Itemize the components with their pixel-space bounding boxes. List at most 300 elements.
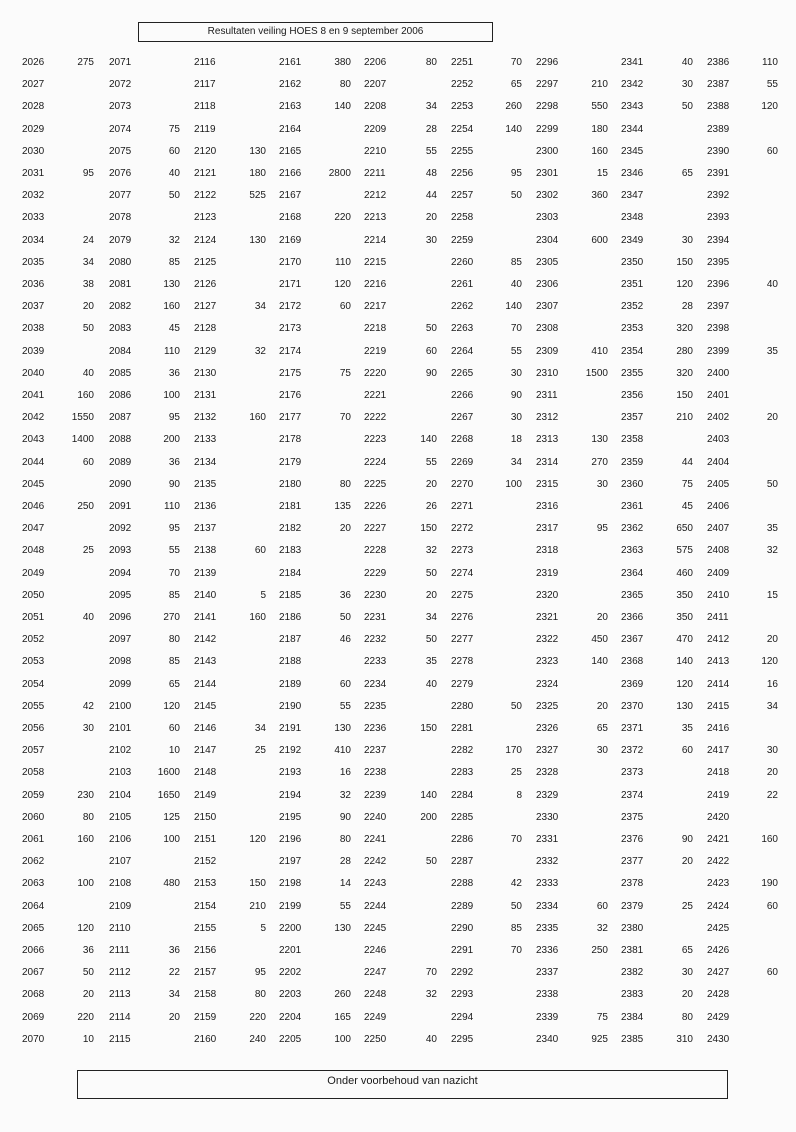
lot-price: 50 — [510, 900, 522, 912]
lot-number: 2374 — [621, 789, 644, 801]
lot-number: 2407 — [707, 523, 730, 535]
lot-price: 90 — [425, 367, 437, 379]
lot-number: 2388 — [707, 101, 730, 113]
lot-number: 2362 — [621, 523, 644, 535]
lot-price: 40 — [425, 1033, 437, 1045]
lot-number: 2263 — [451, 323, 474, 335]
lot-number: 2378 — [621, 878, 644, 890]
lot-number: 2139 — [194, 567, 217, 579]
lot-number: 2050 — [22, 589, 45, 601]
lot-price: 34 — [168, 989, 180, 1001]
lot-price: 120 — [676, 678, 693, 690]
lot-number: 2419 — [707, 789, 730, 801]
lot-number: 2053 — [22, 656, 45, 668]
lot-price: 85 — [168, 656, 180, 668]
lot-number: 2366 — [621, 612, 644, 623]
lot-price: 15 — [596, 168, 608, 179]
lot-price: 50 — [82, 323, 94, 335]
lot-number: 2045 — [22, 478, 45, 490]
lot-number: 2174 — [279, 345, 302, 357]
lot-number: 2420 — [707, 811, 730, 823]
lot-number: 2271 — [451, 501, 474, 512]
lot-price: 350 — [676, 612, 693, 623]
lot-number: 2095 — [109, 589, 132, 601]
lot-price: 70 — [510, 834, 522, 845]
lot-number: 2038 — [22, 323, 45, 335]
lot-price: 22 — [766, 789, 778, 801]
lot-number: 2059 — [22, 789, 45, 801]
lot-price: 320 — [676, 367, 693, 379]
lot-number: 2085 — [109, 367, 132, 379]
lot-price: 16 — [339, 767, 351, 779]
lot-number: 2232 — [364, 634, 387, 646]
lot-price: 50 — [425, 567, 437, 579]
lot-price: 20 — [766, 412, 778, 424]
lot-number: 2409 — [707, 567, 730, 579]
lot-number: 2094 — [109, 567, 132, 579]
lot-price: 60 — [766, 967, 778, 979]
lot-number: 2246 — [364, 945, 387, 956]
lot-number: 2149 — [194, 789, 217, 801]
lot-number: 2220 — [364, 367, 387, 379]
lot-number: 2113 — [109, 989, 131, 1001]
lot-price: 140 — [505, 123, 522, 135]
lot-number: 2411 — [707, 612, 729, 623]
lot-number: 2076 — [109, 168, 132, 179]
lot-price: 40 — [82, 612, 94, 623]
lot-price: 380 — [334, 57, 351, 68]
lot-price: 120 — [334, 279, 351, 290]
lot-price: 80 — [168, 634, 180, 646]
lot-number: 2055 — [22, 700, 45, 712]
lot-number: 2210 — [364, 145, 387, 157]
lot-number: 2254 — [451, 123, 474, 135]
lot-price: 45 — [681, 501, 693, 512]
lot-number: 2086 — [109, 390, 132, 401]
lot-number: 2082 — [109, 301, 132, 313]
lot-price: 36 — [168, 367, 180, 379]
lot-number: 2292 — [451, 967, 474, 979]
lot-number: 2319 — [536, 567, 559, 579]
lot-number: 2111 — [109, 945, 130, 956]
lot-number: 2153 — [194, 878, 217, 890]
lot-number: 2406 — [707, 501, 730, 512]
lot-number: 2060 — [22, 811, 45, 823]
lot-number: 2371 — [621, 723, 644, 734]
lot-number: 2163 — [279, 101, 302, 113]
lot-price: 100 — [163, 834, 180, 845]
lot-number: 2258 — [451, 212, 474, 224]
lot-price: 110 — [762, 57, 778, 68]
lot-number: 2358 — [621, 434, 644, 446]
lot-number: 2416 — [707, 723, 730, 734]
lot-number: 2351 — [621, 279, 644, 290]
lot-number: 2373 — [621, 767, 644, 779]
lot-number: 2071 — [109, 57, 132, 68]
lot-price: 140 — [420, 434, 437, 446]
lot-number: 2230 — [364, 589, 387, 601]
lot-number: 2032 — [22, 190, 45, 202]
lot-number: 2350 — [621, 256, 644, 268]
lot-number: 2179 — [279, 456, 302, 468]
lot-price: 220 — [334, 212, 351, 224]
lot-price: 120 — [761, 101, 778, 113]
lot-number: 2058 — [22, 767, 45, 779]
lot-price: 20 — [596, 700, 608, 712]
lot-number: 2238 — [364, 767, 387, 779]
lot-number: 2400 — [707, 367, 730, 379]
lot-number: 2028 — [22, 101, 45, 113]
lot-number: 2380 — [621, 922, 644, 934]
lot-price: 210 — [676, 412, 693, 424]
lot-number: 2169 — [279, 234, 302, 246]
lot-price: 575 — [676, 545, 693, 557]
lot-price: 40 — [82, 367, 94, 379]
lot-number: 2273 — [451, 545, 474, 557]
lot-price: 150 — [676, 390, 693, 401]
lot-price: 80 — [339, 79, 351, 91]
lot-number: 2144 — [194, 678, 217, 690]
lot-price: 60 — [339, 301, 351, 313]
lot-number: 2387 — [707, 79, 730, 91]
lot-number: 2325 — [536, 700, 559, 712]
lot-number: 2327 — [536, 745, 559, 757]
lot-number: 2241 — [364, 834, 387, 845]
lot-number: 2333 — [536, 878, 559, 890]
lot-number: 2047 — [22, 523, 45, 535]
lot-price: 50 — [425, 323, 437, 335]
lot-number: 2259 — [451, 234, 474, 246]
lot-price: 26 — [425, 501, 437, 512]
lot-price: 600 — [591, 234, 608, 246]
lot-number: 2424 — [707, 900, 730, 912]
lot-number: 2203 — [279, 989, 302, 1001]
lot-number: 2112 — [109, 967, 131, 979]
lot-price: 55 — [510, 345, 522, 357]
lot-number: 2309 — [536, 345, 559, 357]
lot-number: 2389 — [707, 123, 730, 135]
lot-number: 2172 — [279, 301, 302, 313]
lot-number: 2091 — [109, 501, 132, 512]
lot-price: 90 — [510, 390, 522, 401]
lot-price: 60 — [681, 745, 693, 757]
lot-number: 2027 — [22, 79, 45, 91]
lot-number: 2107 — [109, 856, 132, 868]
lot-number: 2125 — [194, 256, 217, 268]
lot-number: 2308 — [536, 323, 559, 335]
lot-number: 2251 — [451, 57, 474, 68]
lot-price: 36 — [339, 589, 351, 601]
lot-price: 25 — [681, 900, 693, 912]
lot-number: 2089 — [109, 456, 132, 468]
lot-price: 135 — [334, 501, 351, 512]
lot-number: 2208 — [364, 101, 387, 113]
lot-number: 2135 — [194, 478, 217, 490]
lot-price: 150 — [420, 723, 437, 734]
lot-price: 32 — [339, 789, 351, 801]
lot-price: 150 — [249, 878, 266, 890]
lot-number: 2036 — [22, 279, 45, 290]
lot-number: 2152 — [194, 856, 217, 868]
lot-price: 120 — [163, 700, 180, 712]
lot-price: 140 — [334, 101, 351, 113]
lot-number: 2349 — [621, 234, 644, 246]
lot-price: 45 — [168, 323, 180, 335]
lot-price: 5 — [260, 589, 266, 601]
lot-number: 2133 — [194, 434, 217, 446]
lot-number: 2267 — [451, 412, 474, 424]
lot-number: 2282 — [451, 745, 474, 757]
lot-number: 2130 — [194, 367, 217, 379]
lot-number: 2189 — [279, 678, 302, 690]
lot-price: 70 — [168, 567, 180, 579]
lot-number: 2063 — [22, 878, 45, 890]
lot-price: 30 — [510, 367, 522, 379]
lot-number: 2285 — [451, 811, 474, 823]
lot-number: 2029 — [22, 123, 45, 135]
lot-number: 2321 — [536, 612, 559, 623]
lot-price: 14 — [339, 878, 351, 890]
lot-price: 34 — [254, 723, 266, 734]
lot-number: 2364 — [621, 567, 644, 579]
lot-price: 35 — [425, 656, 437, 668]
lot-number: 2413 — [707, 656, 730, 668]
lot-price: 28 — [425, 123, 437, 135]
lot-number: 2191 — [279, 723, 302, 734]
lot-price: 34 — [82, 256, 94, 268]
lot-number: 2164 — [279, 123, 302, 135]
lot-number: 2348 — [621, 212, 644, 224]
lot-number: 2185 — [279, 589, 302, 601]
lot-number: 2204 — [279, 1011, 302, 1023]
lot-number: 2328 — [536, 767, 559, 779]
lot-price: 160 — [77, 390, 94, 401]
lot-number: 2083 — [109, 323, 132, 335]
lot-price: 55 — [425, 145, 437, 157]
lot-number: 2369 — [621, 678, 644, 690]
lot-price: 1650 — [157, 789, 180, 801]
lot-number: 2395 — [707, 256, 730, 268]
lot-number: 2300 — [536, 145, 559, 157]
lot-number: 2143 — [194, 656, 217, 668]
lot-number: 2331 — [536, 834, 559, 845]
lot-number: 2031 — [22, 168, 45, 179]
lot-price: 20 — [168, 1011, 180, 1023]
lot-price: 36 — [168, 945, 180, 956]
lot-price: 46 — [339, 634, 351, 646]
lot-number: 2229 — [364, 567, 387, 579]
lot-price: 30 — [82, 723, 94, 734]
lot-number: 2052 — [22, 634, 45, 646]
lot-price: 34 — [254, 301, 266, 313]
lot-number: 2134 — [194, 456, 217, 468]
lot-price: 1500 — [585, 367, 608, 379]
lot-price: 150 — [676, 256, 693, 268]
lot-price: 110 — [164, 501, 180, 512]
lot-price: 140 — [676, 656, 693, 668]
lot-price: 85 — [510, 922, 522, 934]
lot-number: 2239 — [364, 789, 387, 801]
lot-price: 30 — [681, 967, 693, 979]
lot-number: 2243 — [364, 878, 387, 890]
lot-price: 50 — [510, 700, 522, 712]
lot-number: 2128 — [194, 323, 217, 335]
lot-price: 90 — [339, 811, 351, 823]
lot-price: 120 — [676, 279, 693, 290]
lot-number: 2393 — [707, 212, 730, 224]
lot-price: 140 — [591, 656, 608, 668]
lot-number: 2066 — [22, 945, 45, 956]
lot-number: 2054 — [22, 678, 45, 690]
lot-number: 2202 — [279, 967, 302, 979]
lot-number: 2249 — [364, 1011, 387, 1023]
lot-number: 2161 — [279, 57, 302, 68]
lot-number: 2417 — [707, 745, 730, 757]
lot-number: 2248 — [364, 989, 387, 1001]
lot-number: 2360 — [621, 478, 644, 490]
lot-number: 2402 — [707, 412, 730, 424]
lot-number: 2264 — [451, 345, 474, 357]
lot-number: 2368 — [621, 656, 644, 668]
lot-number: 2312 — [536, 412, 559, 424]
lot-number: 2123 — [194, 212, 217, 224]
lot-price: 85 — [168, 589, 180, 601]
lot-price: 120 — [761, 656, 778, 668]
lot-price: 55 — [168, 545, 180, 557]
lot-number: 2103 — [109, 767, 132, 779]
lot-number: 2236 — [364, 723, 387, 734]
lot-price: 1400 — [71, 434, 94, 446]
lot-number: 2287 — [451, 856, 474, 868]
lot-number: 2041 — [22, 390, 45, 401]
lot-number: 2255 — [451, 145, 474, 157]
lot-price: 28 — [681, 301, 693, 313]
lot-number: 2221 — [364, 390, 387, 401]
lot-number: 2399 — [707, 345, 730, 357]
lot-number: 2037 — [22, 301, 45, 313]
lot-number: 2106 — [109, 834, 132, 845]
lot-price: 20 — [681, 989, 693, 1001]
lot-price: 110 — [164, 345, 180, 357]
lot-price: 75 — [681, 478, 693, 490]
lot-number: 2138 — [194, 545, 217, 557]
lot-price: 60 — [168, 145, 180, 157]
lot-number: 2398 — [707, 323, 730, 335]
lot-number: 2252 — [451, 79, 474, 91]
lot-price: 360 — [591, 190, 608, 202]
lot-number: 2397 — [707, 301, 730, 313]
lot-price: 525 — [249, 190, 266, 202]
lot-number: 2426 — [707, 945, 730, 956]
lot-price: 60 — [425, 345, 437, 357]
lot-price: 40 — [168, 168, 180, 179]
lot-number: 2356 — [621, 390, 644, 401]
lot-number: 2298 — [536, 101, 559, 113]
lot-number: 2068 — [22, 989, 45, 1001]
lot-price: 160 — [761, 834, 778, 845]
lot-number: 2291 — [451, 945, 474, 956]
lot-number: 2233 — [364, 656, 387, 668]
lot-number: 2146 — [194, 723, 217, 734]
lot-price: 50 — [425, 856, 437, 868]
lot-number: 2081 — [109, 279, 132, 290]
lot-price: 65 — [681, 945, 693, 956]
lot-number: 2337 — [536, 967, 559, 979]
lot-price: 70 — [510, 945, 522, 956]
lot-number: 2307 — [536, 301, 559, 313]
lot-number: 2215 — [364, 256, 387, 268]
lot-price: 120 — [77, 922, 94, 934]
lot-price: 260 — [334, 989, 351, 1001]
lot-price: 100 — [77, 878, 94, 890]
lot-price: 85 — [510, 256, 522, 268]
lot-number: 2120 — [194, 145, 217, 157]
lot-number: 2363 — [621, 545, 644, 557]
lot-number: 2217 — [364, 301, 387, 313]
lot-number: 2228 — [364, 545, 387, 557]
lot-price: 160 — [249, 412, 266, 424]
lot-number: 2214 — [364, 234, 387, 246]
lot-price: 20 — [339, 523, 351, 535]
lot-number: 2100 — [109, 700, 132, 712]
lot-number: 2046 — [22, 501, 45, 512]
lot-price: 50 — [681, 101, 693, 113]
lot-price: 60 — [766, 145, 778, 157]
lot-number: 2305 — [536, 256, 559, 268]
lot-price: 95 — [596, 523, 608, 535]
lot-number: 2136 — [194, 501, 217, 512]
lot-price: 65 — [596, 723, 608, 734]
lot-price: 180 — [249, 168, 266, 179]
lot-number: 2335 — [536, 922, 559, 934]
lot-number: 2166 — [279, 168, 302, 179]
lot-number: 2145 — [194, 700, 217, 712]
lot-price: 70 — [425, 967, 437, 979]
lot-price: 210 — [249, 900, 266, 912]
lot-price: 10 — [168, 745, 180, 757]
lot-price: 310 — [676, 1033, 693, 1045]
lot-number: 2088 — [109, 434, 132, 446]
lot-number: 2126 — [194, 279, 217, 290]
lot-number: 2044 — [22, 456, 45, 468]
lot-number: 2428 — [707, 989, 730, 1001]
lot-number: 2316 — [536, 501, 559, 512]
lot-number: 2295 — [451, 1033, 474, 1045]
lot-number: 2158 — [194, 989, 217, 1001]
lot-price: 160 — [77, 834, 94, 845]
lot-price: 100 — [505, 478, 522, 490]
lot-number: 2376 — [621, 834, 644, 845]
lot-price: 240 — [249, 1033, 266, 1045]
lot-price: 140 — [505, 301, 522, 313]
lot-price: 60 — [254, 545, 266, 557]
lot-price: 80 — [254, 989, 266, 1001]
lot-price: 42 — [510, 878, 522, 890]
lot-number: 2240 — [364, 811, 387, 823]
lot-price: 95 — [82, 168, 94, 179]
lot-number: 2218 — [364, 323, 387, 335]
lot-number: 2336 — [536, 945, 559, 956]
lot-number: 2227 — [364, 523, 387, 535]
lot-price: 320 — [676, 323, 693, 335]
lot-number: 2344 — [621, 123, 644, 135]
lot-number: 2244 — [364, 900, 387, 912]
lot-number: 2377 — [621, 856, 644, 868]
lot-price: 1600 — [157, 767, 180, 779]
lot-number: 2381 — [621, 945, 644, 956]
lot-number: 2199 — [279, 900, 302, 912]
lot-price: 95 — [168, 412, 180, 424]
